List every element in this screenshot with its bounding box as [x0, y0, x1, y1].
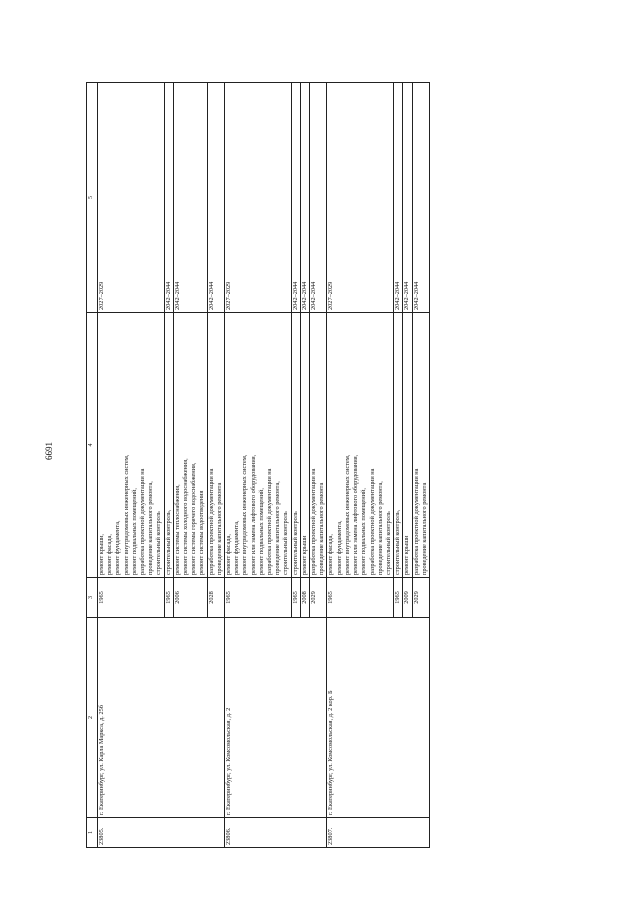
year-cell: 1965 — [394, 578, 403, 618]
period-cell: 2027–2029 — [98, 83, 165, 313]
work-item: разработка проектной документации на — [368, 468, 376, 575]
table-body — [98, 83, 430, 848]
work-item: разработка проектной документации на — [207, 468, 215, 575]
year-cell: 2008 — [300, 578, 309, 618]
building-address: г. Екатеринбург, ул. Карла Маркса, д. 25б — [98, 618, 225, 818]
row-number: 23806. — [225, 818, 327, 848]
period-cell: 2042–2044 — [173, 83, 207, 313]
page-number: 6691 — [44, 442, 54, 460]
work-item: ремонт или замена лифтового оборудования, — [249, 454, 257, 575]
work-item: ремонт подвальных помещений, — [360, 488, 368, 575]
work-item: разработка проектной документации на — [310, 468, 318, 575]
period-cell: 2042–2044 — [403, 83, 412, 313]
work-item: ремонт внутридомовых инженерных систем, — [241, 454, 249, 575]
work-item: проведение капитального ремонта, — [147, 481, 155, 575]
period-cell: 2042–2044 — [291, 83, 300, 313]
works-cell — [291, 313, 300, 578]
work-item: ремонт внутридомовых инженерных систем, — [122, 454, 130, 575]
work-item: разработка проектной документации на — [412, 468, 420, 575]
year-cell: 2009 — [403, 578, 412, 618]
work-item: проведение капитального ремонта — [318, 482, 326, 575]
work-item: ремонт крыши — [300, 535, 308, 575]
work-item: ремонт фундамента, — [114, 520, 122, 575]
year-cell: 1965 — [291, 578, 300, 618]
work-item: ремонт крыши — [403, 535, 411, 575]
building-address: г. Екатеринбург, ул. Комсомольская, д. 2 кор. Б — [327, 618, 429, 818]
work-item: проведение капитального ремонта — [420, 482, 428, 575]
works-cell — [98, 313, 165, 578]
works-cell — [403, 313, 412, 578]
works-cell — [173, 313, 207, 578]
works-cell — [412, 313, 429, 578]
row-number: 23805. — [98, 818, 225, 848]
table-row — [98, 83, 165, 848]
period-cell: 2042–2044 — [207, 83, 224, 313]
period-cell: 2042–2044 — [164, 83, 173, 313]
year-cell: 2028 — [207, 578, 224, 618]
work-item: ремонт системы теплоснабжения, — [173, 484, 181, 575]
work-item: ремонт внутридомовых инженерных систем, — [343, 454, 351, 575]
table-row — [327, 83, 394, 848]
work-item: проведение капитального ремонта, — [274, 481, 282, 575]
work-item: разработка проектной документации на — [139, 468, 147, 575]
period-cell: 2042–2044 — [412, 83, 429, 313]
column-header: 5 — [87, 83, 98, 313]
row-number: 23807. — [327, 818, 429, 848]
work-item: проведение капитального ремонта — [215, 482, 223, 575]
works-cell — [164, 313, 173, 578]
period-cell: 2042–2044 — [310, 83, 327, 313]
column-header: 3 — [87, 578, 98, 618]
header-row — [87, 83, 98, 848]
work-item: ремонт фасада, — [106, 534, 114, 575]
work-item: ремонт крыши, — [98, 533, 105, 575]
work-item: ремонт системы водоотведения — [198, 490, 206, 575]
column-header: 2 — [87, 618, 98, 818]
work-item: ремонт подвальных помещений, — [257, 488, 265, 575]
year-cell: 2029 — [310, 578, 327, 618]
works-cell — [310, 313, 327, 578]
work-item: проведение капитального ремонта, — [376, 481, 384, 575]
work-item: строительный контроль, — [164, 509, 172, 575]
work-item: ремонт или замена лифтового оборудования, — [352, 454, 360, 575]
year-cell: 2029 — [412, 578, 429, 618]
works-cell — [327, 313, 394, 578]
rotated-table-container — [86, 83, 602, 848]
year-cell: 2006 — [173, 578, 207, 618]
year-cell: 1965 — [98, 578, 165, 618]
year-cell: 1965 — [225, 578, 292, 618]
works-cell — [300, 313, 309, 578]
works-cell — [394, 313, 403, 578]
column-header: 4 — [87, 313, 98, 578]
year-cell: 1965 — [327, 578, 394, 618]
work-item: строительный контроль — [155, 511, 163, 575]
column-header: 1 — [87, 818, 98, 848]
repair-schedule-table — [86, 82, 430, 848]
works-cell — [207, 313, 224, 578]
work-item: ремонт фундамента, — [335, 520, 343, 575]
period-cell: 2042–2044 — [394, 83, 403, 313]
table-row — [225, 83, 292, 848]
work-item: ремонт фасада, — [225, 534, 233, 575]
period-cell: 2027–2029 — [327, 83, 394, 313]
work-item: ремонт фундамента, — [233, 520, 241, 575]
building-address: г. Екатеринбург, ул. Комсомольская, д. 2 — [225, 618, 327, 818]
work-item: строительный контроль — [291, 511, 299, 575]
work-item: ремонт подвальных помещений, — [130, 488, 138, 575]
work-item: ремонт фасада, — [327, 534, 335, 575]
work-item: ремонт системы горячего водоснабжения, — [190, 462, 198, 575]
period-cell: 2027–2029 — [225, 83, 292, 313]
work-item: строительный контроль — [384, 511, 392, 575]
work-item: строительный контроль — [282, 511, 290, 575]
work-item: разработка проектной документации на — [266, 468, 274, 575]
work-item: ремонт системы холодного водоснабжения, — [182, 458, 190, 575]
work-item: строительный контроль, — [394, 509, 402, 575]
period-cell: 2042–2044 — [300, 83, 309, 313]
works-cell — [225, 313, 292, 578]
year-cell: 1965 — [164, 578, 173, 618]
